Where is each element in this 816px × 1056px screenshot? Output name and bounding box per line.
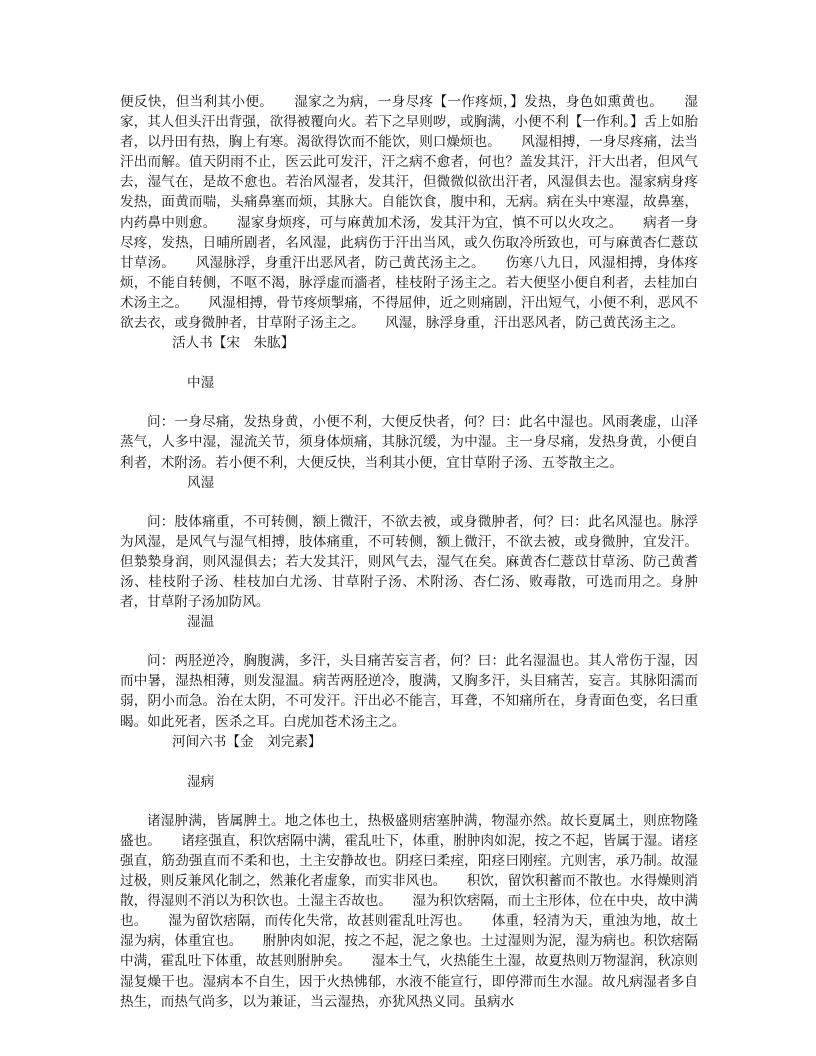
spacer [120, 353, 698, 373]
body-paragraph: 问：一身尽痛，发热身黄，小便不利，大便反快者，何？曰：此名中湿也。风雨袭虚，山泽蒸气，人多中湿，湿流关节，须身体烦痛，其脉沉缓，为中湿。主一身尽痛，发热身黄，小便自利者，术附汤。若小便不利，大便反快，当利其小便，宜甘草附子汤、五苓散主之。 [120, 414, 698, 471]
spacer [120, 752, 698, 772]
body-paragraph: 诸湿肿满，皆属脾土。地之体也土，热极盛则痞塞肿满，物湿亦然。故长夏属土，则庶物隆盛也。 诸痉强直，积饮痞隔中满，霍乱吐下，体重，胕肿肉如泥，按之不起，皆属于湿。诸痉强直，筋劲强直而不柔和也，土主安静故也。阴痉曰柔痓，阳痉曰刚痓。亢则害，承乃制。故湿过极，则反兼风化制之，然兼化者虚象，而实非风也。 积饮，留饮积蓄而不散也。水得燥则消散，得湿则不消以为积饮也。土湿主否故也。 湿为积饮痞隔，而土主形体，位在中央，故中满也。 湿为留饮痞隔，而传化失常，故甚则霍乱吐泻也。 体重，轻清为天，重浊为地，故土湿为病，体重宜也。 胕肿肉如泥，按之不起，泥之象也。土过湿则为泥，湿为病也。积饮痞隔中满，霍乱吐下体重，故甚则胕肿矣。 湿本土气，火热能生土湿，故夏热则万物湿润，秋凉则湿复燥干也。湿病本不自生，因于火热怫郁，水液不能宣行，即停滞而生水湿。故凡病湿者多自热生，而热气尚多，以为兼证，当云湿热，亦犹风热义同。虽病水 [120, 812, 698, 1010]
spacer [120, 493, 698, 512]
body-paragraph: 问：两胫逆冷，胸腹满，多汗，头目痛苦妄言者，何？曰：此名湿温也。其人常伤于湿，因而中暑，湿热相薄，则发湿温。病苦两胫逆冷，腹满，又胸多汗，头目痛苦，妄言。其脉阳濡而弱，阴小而急。治在太阴，不可发汗。汗出必不能言，耳聋，不知痛所在，身青面色变，名曰重暍。如此死者，医杀之耳。白虎加苍术汤主之。 [120, 653, 698, 730]
source-citation-huoren: 活人书【宋 朱肱】 [172, 335, 295, 352]
body-paragraph: 问：肢体痛重，不可转侧，额上微汗，不欲去被，或身微肿者，何？曰：此名风湿也。脉浮为风湿，是风气与湿气相搏，肢体痛重，不可转侧，额上微汗，不欲去被，或身微肿，宜发汗。但漐漐身润，则风湿俱去；若大发其汗，则风气去，湿气在矣。麻黄杏仁薏苡甘草汤、防己黄耆汤、桂枝附子汤、桂枝加白尤汤、甘草附子汤、术附汤、杏仁汤、败毒散，可选而用之。身肿者，甘草附子汤加防风。 [120, 513, 698, 611]
section-heading-zhongshi: 中湿 [187, 375, 215, 392]
section-heading-shibing: 湿病 [187, 773, 215, 790]
section-heading-shiwen: 湿温 [187, 614, 215, 631]
spacer [120, 632, 698, 651]
spacer [120, 792, 698, 811]
section-heading-fengshi: 风湿 [187, 474, 215, 491]
spacer [120, 393, 698, 412]
document-page [120, 92, 698, 1012]
body-paragraph: 便反快，但当利其小便。 湿家之为病，一身尽疼【一作疼烦，】发热，身色如熏黄也。 湿家，其人但头汗出背强，欲得被覆向火。若下之早则哕，或胸满，小便不利【一作利。】舌上如胎者，以丹田有热，胸上有寒。渴欲得饮而不能饮，则口燥烦也。 风湿相搏，一身尽疼痛，法当汗出而解。值天阴雨不止，医云此可发汗，汗之病不愈者，何也？盖发其汗，汗大出者，但风气去，湿气在，是故不愈也。若治风湿者，发其汗，但微微似欲出汗者，风湿俱去也。湿家病身疼发热，面黄而喘，头痛鼻塞而烦，其脉大。自能饮食，腹中和，无病。病在头中寒湿，故鼻塞，内药鼻中则愈。 湿家身烦疼，可与麻黄加术汤，发其汗为宜，慎不可以火攻之。 病者一身尽疼，发热，日晡所剧者，名风湿，此病伤于汗出当风，或久伤取冷所致也，可与麻黄杏仁薏苡甘草汤。 风湿脉浮，身重汗出恶风者，防己黄芪汤主之。 伤寒八九日，风湿相搏，身体疼烦，不能自转侧，不呕不渴，脉浮虚而濇者，桂枝附子汤主之。若大便坚小便自利者，去桂加白术汤主之。 风湿相搏，骨节疼烦掣痛，不得屈伸，近之则痛剧，汗出短气，小便不利，恶风不欲去衣，或身微肿者，甘草附子汤主之。 风湿，脉浮身重，汗出恶风者，防己黄芪汤主之。 [120, 94, 698, 332]
source-citation-hejian: 河间六书【金 刘完素】 [172, 733, 322, 750]
